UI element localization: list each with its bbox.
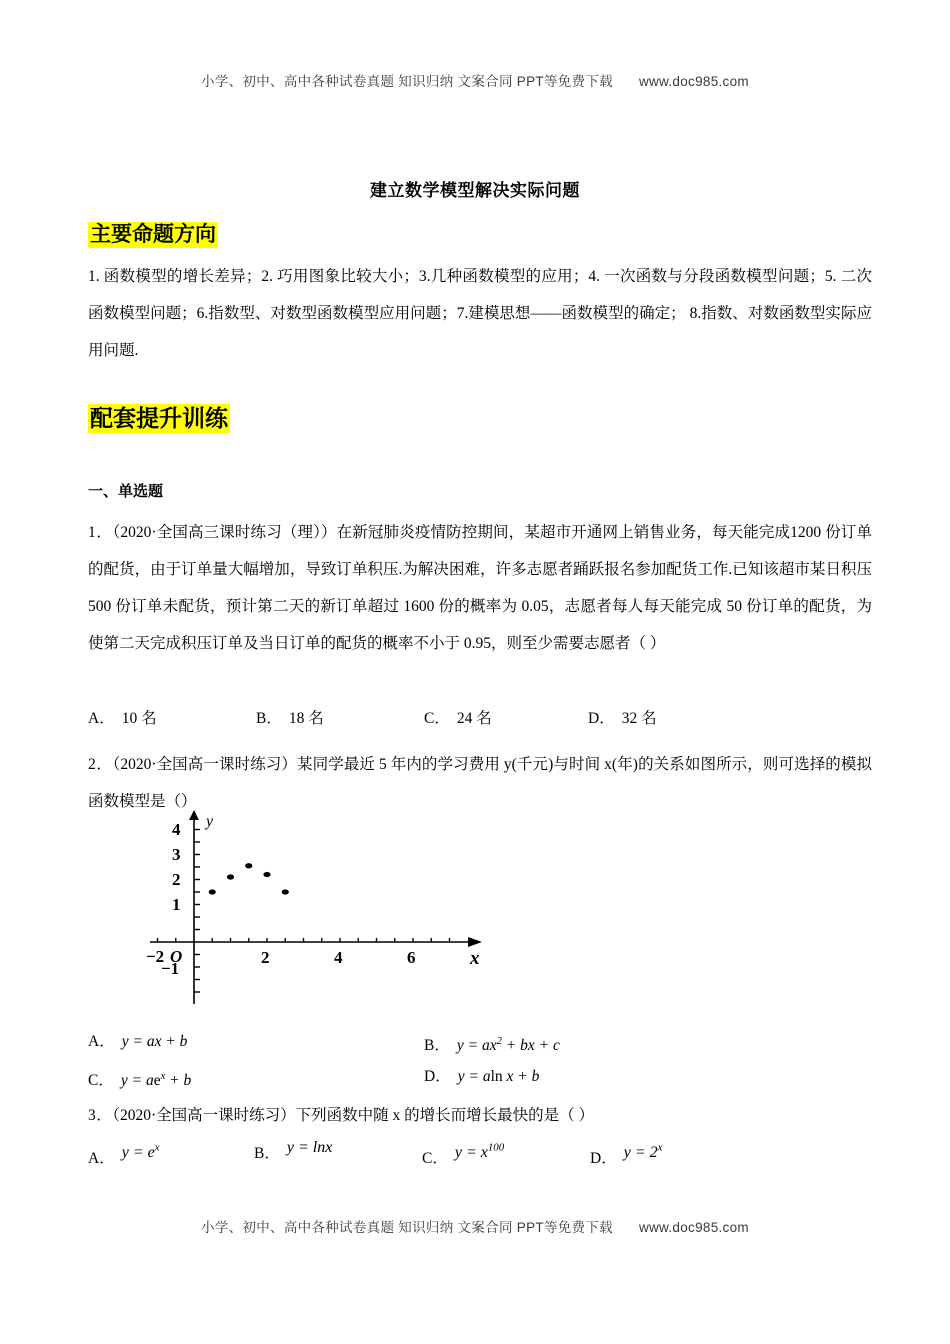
x-tick-label-4: 4 bbox=[334, 948, 343, 967]
heading-main-directions-label: 主要命题方向 bbox=[90, 223, 216, 246]
x-tick-label-2: 2 bbox=[261, 948, 270, 967]
data-point-3 bbox=[245, 863, 252, 868]
option-q1-c[interactable] bbox=[424, 704, 492, 734]
option-q2-b[interactable] bbox=[424, 1027, 560, 1061]
option-q2-d-expr: y = aln x + b bbox=[457, 1068, 540, 1085]
x-tick-label-6: 6 bbox=[407, 948, 416, 967]
option-q3-b-label: B． bbox=[254, 1145, 280, 1162]
options-question-1 bbox=[88, 704, 872, 734]
scatter-plot-svg bbox=[146, 812, 490, 1012]
option-q2-c[interactable] bbox=[88, 1062, 191, 1096]
running-head bbox=[0, 70, 950, 90]
option-q1-b-label: B． bbox=[256, 710, 282, 727]
option-q2-c-label: C． bbox=[88, 1072, 114, 1090]
running-head-url: www.doc985.com bbox=[638, 74, 749, 89]
option-q1-b[interactable] bbox=[256, 704, 324, 734]
option-q2-d[interactable] bbox=[424, 1062, 539, 1092]
origin-label: O bbox=[170, 947, 183, 966]
option-q1-a[interactable] bbox=[88, 704, 157, 734]
option-q1-d-expr: 32 名 bbox=[621, 710, 657, 727]
running-head-text: 小学、初中、高中各种试卷真题 知识归纳 文案合同 PPT等免费下载 bbox=[201, 74, 613, 89]
options-question-2-row-1 bbox=[88, 1027, 872, 1057]
option-q2-b-label: B． bbox=[424, 1037, 450, 1055]
option-q1-c-expr: 24 名 bbox=[456, 710, 492, 727]
question-1-text: （2020·全国高三课时练习（理））在新冠肺炎疫情防控期间，某超市开通网上销售业务，每天能完成1200 份订单的配货，由于订单量大幅增加，导致订单积压.为解决困难，许多志愿者踊跃报名参加配货工作.已知该超市某日积压 500 份订单未配货，预计第二天的新订单超过 1600 份的概率为 0.05，志愿者每人每天能完成 50 份订单的配货，为使第二天完成积压订单及当日订单的配货的概率不小于 0.95，则至少需要志愿者（ ） bbox=[88, 524, 872, 652]
data-points bbox=[209, 863, 289, 894]
question-1-number: 1． bbox=[88, 524, 113, 541]
paragraph-main-directions: 1. 函数模型的增长差异；2. 巧用图象比较大小；3.几种函数模型的应用；4. 一次函数与分段函数模型问题；5. 二次函数模型问题；6.指数型、对数型函数模型应用问题；7.建模思想——函数模型的确定； 8.指数、对数函数型实际应用问题. bbox=[88, 268, 872, 359]
option-q3-b-expr: y = lnx bbox=[286, 1139, 333, 1156]
question-1 bbox=[88, 514, 872, 662]
question-3-number: 3． bbox=[88, 1107, 113, 1124]
running-foot-text: 小学、初中、高中各种试卷真题 知识归纳 文案合同 PPT等免费下载 bbox=[201, 1220, 613, 1235]
option-q3-a[interactable] bbox=[88, 1133, 160, 1168]
y-axis-ticks bbox=[194, 830, 200, 993]
option-q2-a-expr: y = ax + b bbox=[121, 1033, 188, 1050]
data-point-5 bbox=[282, 889, 289, 894]
y-tick-label-2: 2 bbox=[172, 870, 181, 889]
heading-main-directions bbox=[88, 218, 218, 248]
question-3 bbox=[88, 1097, 872, 1134]
option-q2-a[interactable] bbox=[88, 1027, 187, 1057]
axis-lines bbox=[150, 818, 468, 1004]
heading-training bbox=[88, 400, 230, 433]
option-q3-d-label: D． bbox=[590, 1150, 617, 1168]
y-tick-label--1: −1 bbox=[161, 959, 180, 978]
option-q1-a-label: A． bbox=[88, 710, 115, 727]
option-q3-c-expr: $y = x^{100}$ bbox=[454, 1142, 505, 1162]
option-q3-d-expr: $y = 2^x$ bbox=[623, 1142, 663, 1162]
page-title: 建立数学模型解决实际问题 bbox=[370, 181, 580, 200]
option-q2-d-label: D． bbox=[424, 1068, 451, 1085]
option-q3-b[interactable] bbox=[254, 1133, 332, 1163]
options-question-3 bbox=[88, 1133, 872, 1173]
question-2-text: （2020·全国高一课时练习）某同学最近 5 年内的学习费用 y(千元)与时间 x(年)的关系如图所示，则可选择的模拟函数模型是（） bbox=[88, 756, 872, 810]
heading-training-label: 配套提升训练 bbox=[90, 405, 228, 431]
data-point-1 bbox=[209, 889, 216, 894]
y-tick-label-1: 1 bbox=[172, 895, 181, 914]
data-point-4 bbox=[263, 872, 270, 877]
x-tick-labels bbox=[146, 947, 416, 967]
option-q3-c-label: C． bbox=[422, 1150, 448, 1168]
option-q3-c[interactable] bbox=[422, 1133, 504, 1168]
option-q3-a-label: A． bbox=[88, 1150, 115, 1168]
x-tick-label--2: −2 bbox=[146, 947, 165, 966]
option-q1-b-expr: 18 名 bbox=[288, 710, 324, 727]
option-q1-a-expr: 10 名 bbox=[121, 710, 157, 727]
figure-scatter-plot bbox=[146, 812, 490, 1012]
option-q1-d[interactable] bbox=[588, 704, 657, 734]
option-q1-d-label: D． bbox=[588, 710, 615, 727]
running-foot bbox=[0, 1216, 950, 1236]
option-q1-c-label: C． bbox=[424, 710, 450, 727]
option-q3-d[interactable] bbox=[590, 1133, 662, 1168]
option-q3-a-expr: $y = e^x$ bbox=[121, 1142, 160, 1162]
y-axis-label: y bbox=[206, 813, 214, 830]
running-foot-url: www.doc985.com bbox=[638, 1220, 749, 1235]
y-axis-arrow-icon bbox=[189, 810, 199, 820]
question-2-number: 2． bbox=[88, 756, 113, 773]
section-heading-single-choice: 一、单选题 bbox=[88, 483, 164, 500]
option-q2-b-expr: $y = ax^2$ + bx + c bbox=[456, 1036, 560, 1055]
y-tick-label-3: 3 bbox=[172, 845, 181, 864]
options-question-2-row-2 bbox=[88, 1062, 872, 1092]
option-q2-a-label: A． bbox=[88, 1033, 115, 1050]
data-point-2 bbox=[227, 874, 234, 879]
question-2 bbox=[88, 746, 872, 820]
x-axis-label: x bbox=[470, 948, 480, 969]
option-q2-c-expr: $y = ae^x + b$ bbox=[120, 1071, 192, 1090]
y-tick-label-4: 4 bbox=[172, 820, 181, 839]
question-3-text: （2020·全国高一课时练习）下列函数中随 x 的增长而增长最快的是（ ） bbox=[112, 1107, 595, 1124]
x-axis-arrow-icon bbox=[468, 937, 482, 947]
